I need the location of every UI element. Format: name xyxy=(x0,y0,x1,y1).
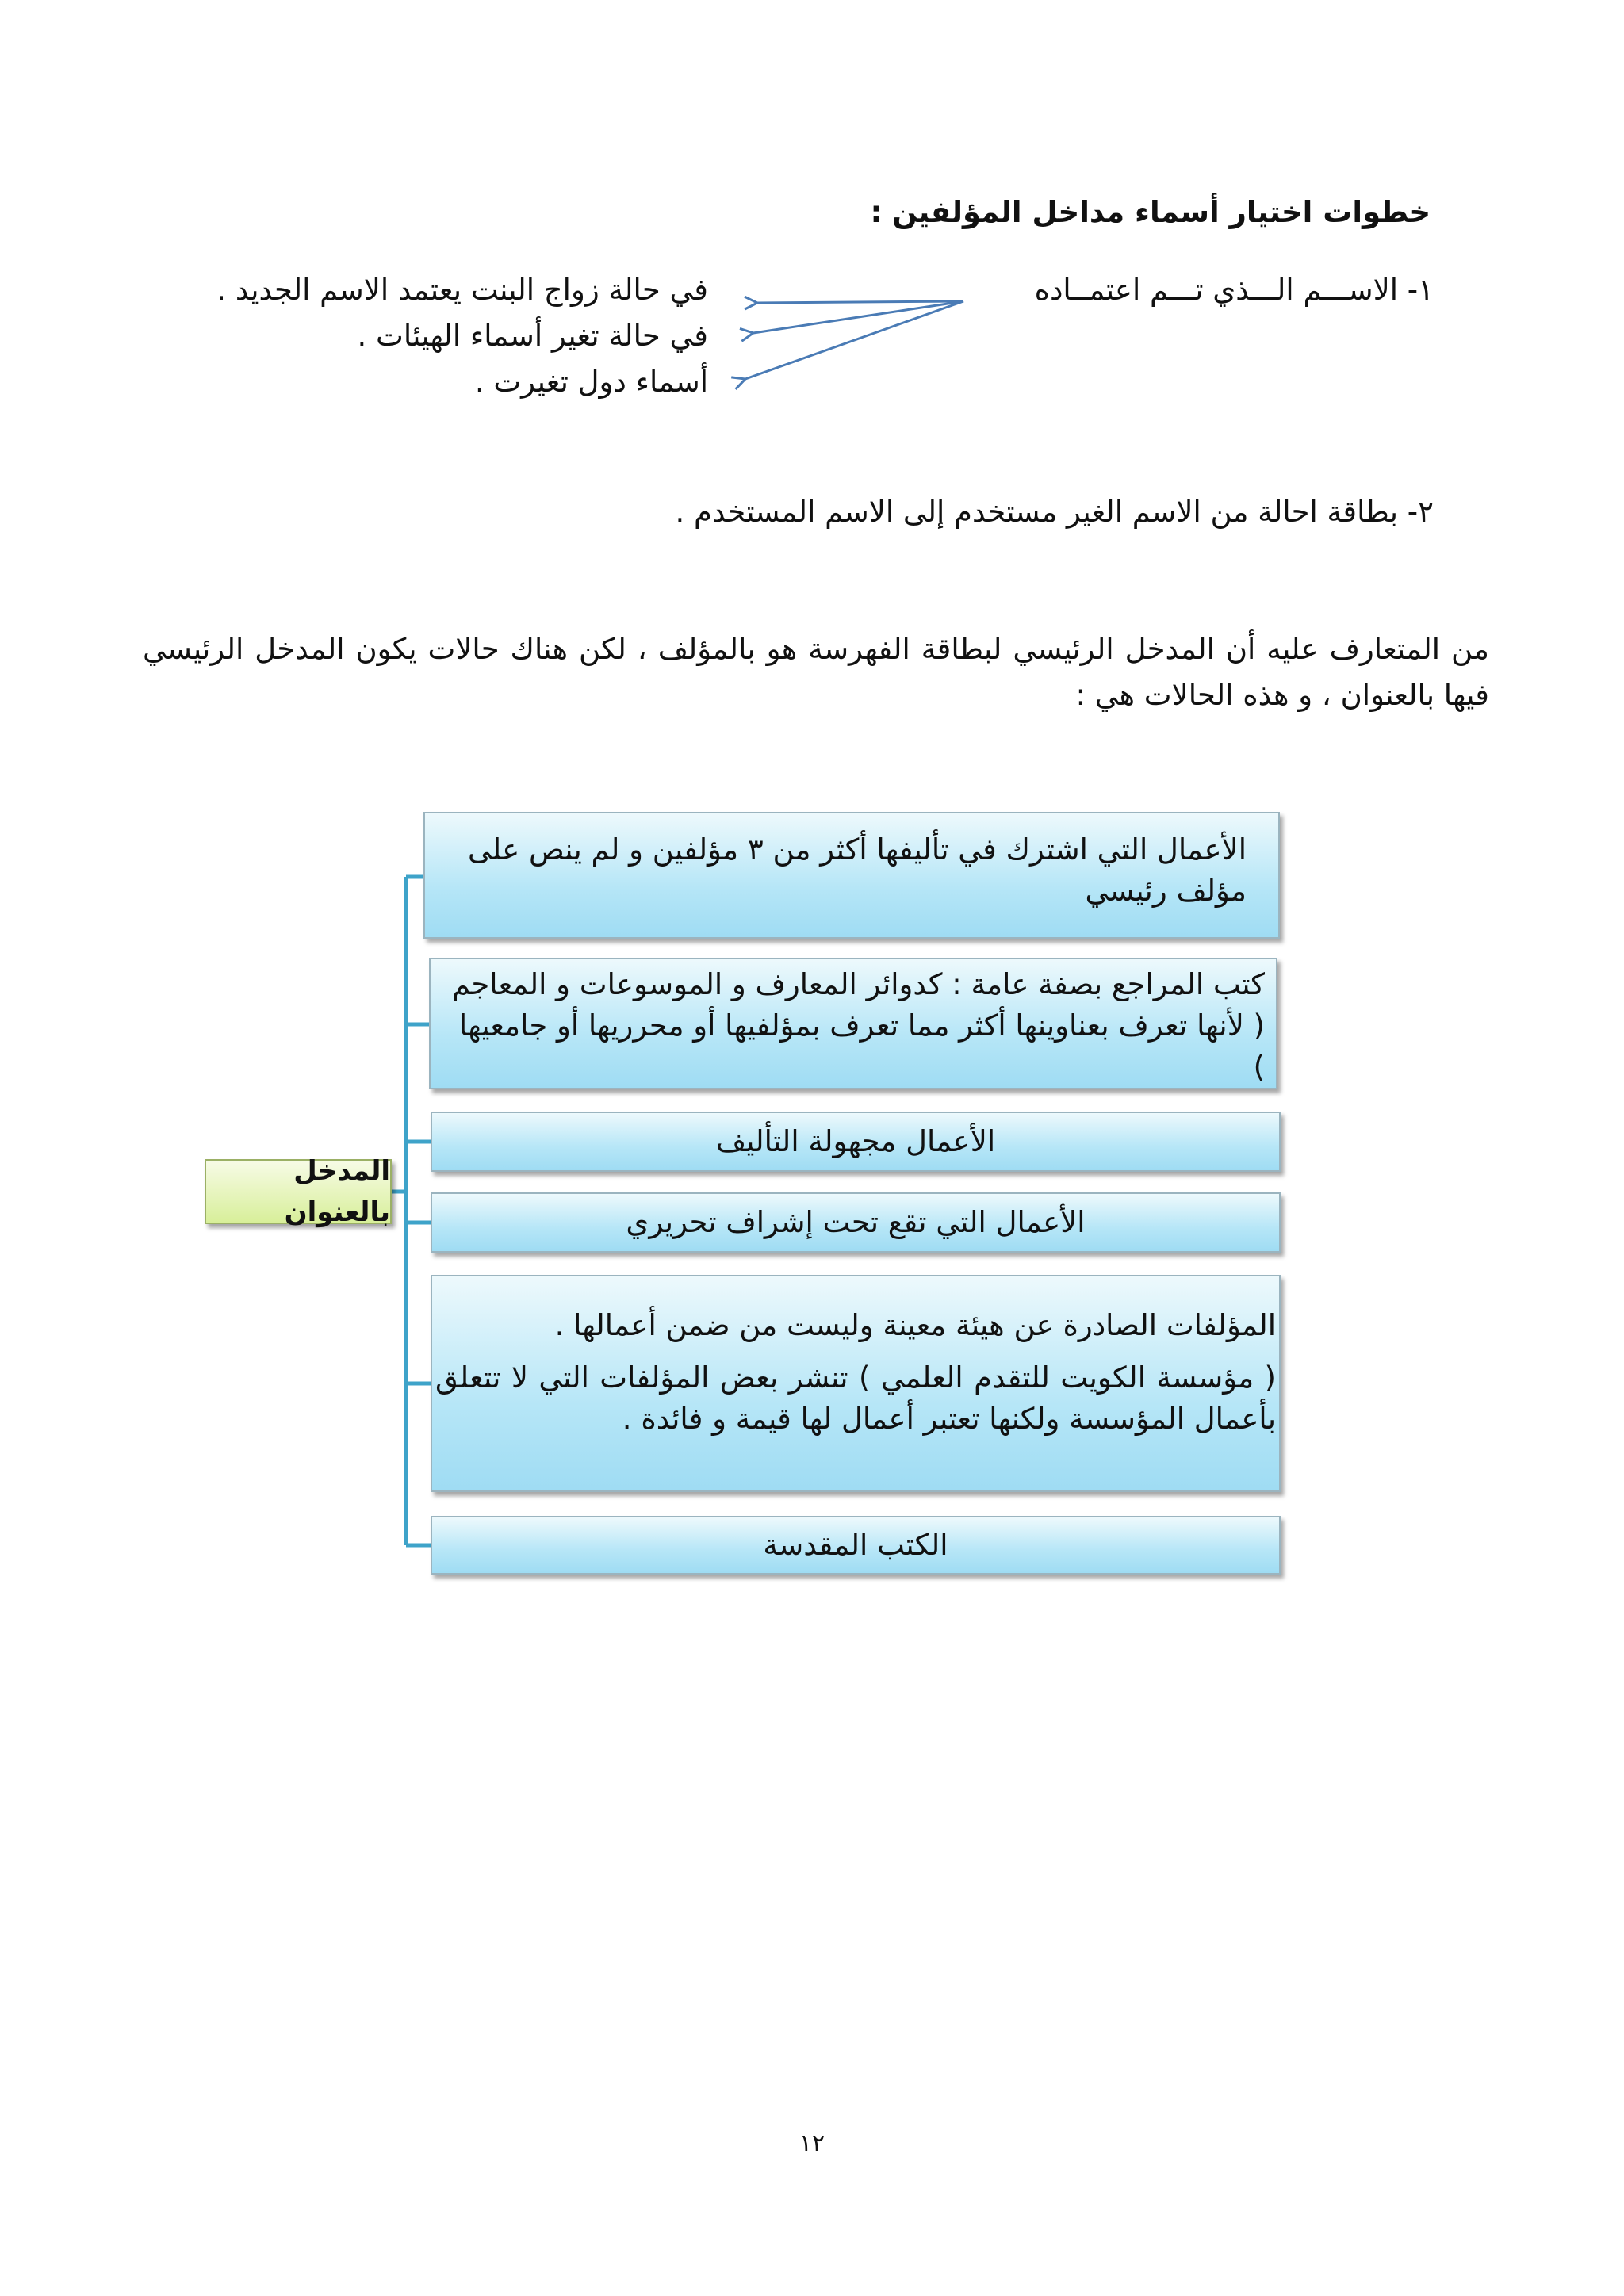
diagram-box-reference-books: كتب المراجع بصفة عامة : كدوائر المعارف و الموسوعات و المعاجم ( لأنها تعرف بعناوينها أكثر مما تعرف بمؤلفيها أو محرريها أو جامعيها ) xyxy=(429,958,1277,1089)
diagram-box-institution-example: ( مؤسسة الكويت للتقدم العلمي ) تنشر بعض المؤلفات التي لا تتعلق بأعمال المؤسسة ولكنها تعتبر أعمال لها قيمة و فائدة . xyxy=(435,1360,1276,1436)
diagram-box-editorial-works: الأعمال التي تقع تحت إشراف تحريري xyxy=(431,1192,1281,1253)
step1-case-1: في حالة زواج البنت يعتمد الاسم الجديد . xyxy=(216,273,708,307)
diagram-box-institution-works xyxy=(431,1275,1281,1492)
diagram-box-institution-text: المؤلفات الصادرة عن هيئة معينة وليست من ضمن أعمالها . xyxy=(554,1308,1276,1342)
section-heading: خطوات اختيار أسماء مداخل المؤلفين : xyxy=(870,195,1431,229)
step-1: ١- الاســـم الـــذي تـــم اعتمــاده xyxy=(1034,273,1434,307)
diagram-box-holy-books: الكتب المقدسة xyxy=(431,1516,1281,1575)
intro-paragraph: من المتعارف عليه أن المدخل الرئيسي لبطاقة الفهرسة هو بالمؤلف ، لكن هناك حالات يكون المدخل الرئيسي فيها بالعنوان ، و هذه الحالات هي : xyxy=(143,632,1489,712)
diagram-box-multiple-authors: الأعمال التي اشترك في تأليفها أكثر من ٣ مؤلفين و لم ينص على مؤلف رئيسي xyxy=(423,812,1280,939)
diagram-box-anonymous-works: الأعمال مجهولة التأليف xyxy=(431,1112,1281,1172)
step1-case-3: أسماء دول تغيرت . xyxy=(474,365,708,399)
diagram-root: المدخل بالعنوان xyxy=(205,1159,392,1224)
step-2: ٢- بطاقة احالة من الاسم الغير مستخدم إلى الاسم المستخدم . xyxy=(675,495,1434,529)
page-number: ١٢ xyxy=(799,2130,825,2157)
step1-case-2: في حالة تغير أسماء الهيئات . xyxy=(357,319,708,353)
